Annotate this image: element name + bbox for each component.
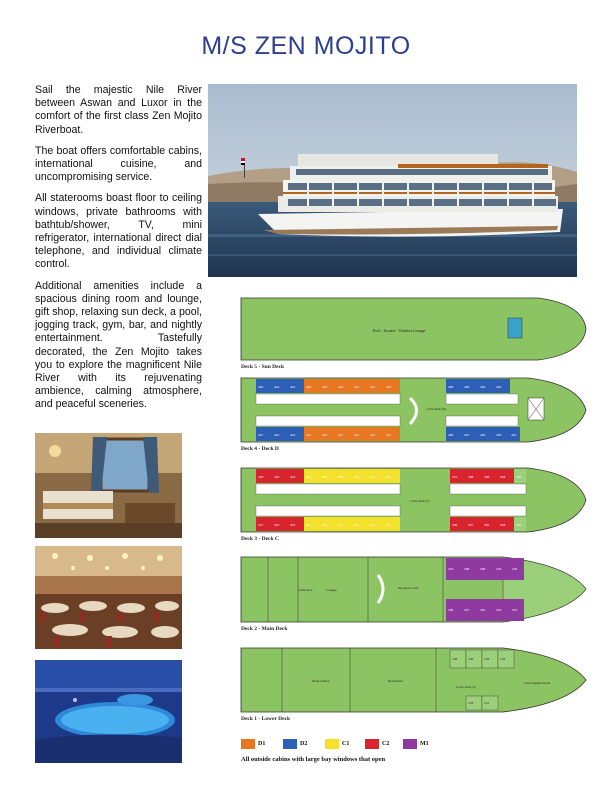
legend-code-c1: C1 bbox=[342, 740, 350, 747]
cabin-number: 323 bbox=[290, 523, 296, 527]
cabin-number: 309 bbox=[452, 523, 458, 527]
cabin-number: 414 bbox=[354, 385, 360, 389]
cabin-number: 408 bbox=[448, 385, 454, 389]
cabin-number: 307 bbox=[468, 523, 474, 527]
paragraph-intro: Sail the majestic Nile River between Aswan and Luxor in the comfort of the first class Zen Mojito Riverboat. bbox=[35, 84, 202, 136]
cabin-number: 322 bbox=[306, 475, 312, 479]
cabin-note: All outside cabins with large bay windows that open bbox=[241, 756, 386, 763]
deck-4-label: Deck 4 - Deck D bbox=[241, 446, 279, 452]
cabin-number: 301 bbox=[516, 523, 522, 527]
cabin-number: 319 bbox=[322, 523, 328, 527]
cabin-number: 310 bbox=[452, 475, 458, 479]
deck-5-area: Pool - Jacuzzi - Outdoor Lounge bbox=[373, 328, 426, 333]
cabin-number: 409 bbox=[448, 433, 454, 437]
legend-swatch-m1 bbox=[403, 739, 417, 749]
cabin-number: 315 bbox=[354, 523, 360, 527]
legend-item-d1 bbox=[241, 735, 265, 747]
deck-3-lobby: Lobby Deck (C) bbox=[410, 499, 430, 503]
cabin-number: 208 bbox=[464, 567, 470, 571]
legend-swatch-d1 bbox=[241, 739, 255, 749]
cabin-number: 317 bbox=[338, 523, 344, 527]
cabin-number: 427 bbox=[258, 433, 264, 437]
legend-item-d2 bbox=[283, 735, 307, 747]
deck-4-plan bbox=[238, 376, 588, 444]
cabin-number: 325 bbox=[274, 523, 280, 527]
cabin-number: 305 bbox=[484, 523, 490, 527]
cabin-number: 103 bbox=[468, 701, 474, 705]
cabin-number: 316 bbox=[354, 475, 360, 479]
cabin-number: 104 bbox=[484, 657, 490, 661]
paragraph-staterooms: All staterooms boast floor to ceiling windows, private bathrooms with bathtub/shower, TV, mini refrigerator, international direct dial telephone, and individual climate control. bbox=[35, 192, 202, 271]
deck-2-plan bbox=[238, 555, 588, 624]
cabin-number: 410 bbox=[386, 385, 392, 389]
deck-2-area-lounge: Lounge bbox=[326, 588, 337, 592]
cabin-number: 405 bbox=[480, 433, 486, 437]
paragraph-amenities: Additional amenities include a spacious dining room and lounge, gift shop, relaxing sun deck, a pool, jogging track, gym, bar, and nightly entertainment. Tastefully decorated, the Zen Mojito takes you to explore the magnificent Nile River with its rejuvenating ambience, calming atmosphere, and peaceful sceneries. bbox=[35, 279, 202, 411]
cabin-number: 108 bbox=[452, 657, 458, 661]
deck-5-plan bbox=[238, 296, 588, 362]
legend-item-c1 bbox=[325, 735, 349, 747]
description bbox=[35, 84, 202, 420]
deck-1-area-restaurant: Restaurant bbox=[388, 679, 403, 683]
cabin-number: 201 bbox=[512, 608, 518, 612]
cabin-number: 320 bbox=[322, 475, 328, 479]
cabin-number: 422 bbox=[290, 385, 296, 389]
cabin-number: 303 bbox=[500, 523, 506, 527]
cabin-number: 207 bbox=[464, 608, 470, 612]
cabin-number: 314 bbox=[370, 475, 376, 479]
legend-swatch-d2 bbox=[283, 739, 297, 749]
cabin-number: 411 bbox=[386, 433, 392, 437]
legend-code-m1: M1 bbox=[420, 740, 429, 747]
cabin-number: 312 bbox=[386, 475, 392, 479]
cabin-number: 102 bbox=[500, 657, 506, 661]
deck-1-label: Deck 1 - Lower Deck bbox=[241, 716, 291, 722]
cabin-legend bbox=[241, 735, 541, 749]
legend-swatch-c1 bbox=[325, 739, 339, 749]
deck-3-plan bbox=[238, 466, 588, 534]
cabin-number: 205 bbox=[480, 608, 486, 612]
deck-2-label: Deck 2 - Main Deck bbox=[241, 626, 288, 632]
cabin-number: 106 bbox=[468, 657, 474, 661]
cabin-number: 412 bbox=[370, 385, 376, 389]
cabin-number: 328 bbox=[258, 475, 264, 479]
cabin-photo bbox=[35, 433, 182, 538]
cabin-number: 421 bbox=[306, 433, 312, 437]
cabin-number: 308 bbox=[468, 475, 474, 479]
deck-2-area-staff: Stuff Area bbox=[298, 588, 313, 592]
cabin-number: 326 bbox=[274, 475, 280, 479]
pool-photo bbox=[35, 660, 182, 763]
cabin-number: 327 bbox=[258, 523, 264, 527]
cabin-number: 402 bbox=[496, 385, 502, 389]
cabin-number: 311 bbox=[386, 523, 392, 527]
deck-1-area-galley: Main Galley bbox=[312, 679, 330, 683]
cabin-number: 210 bbox=[448, 567, 454, 571]
dining-room-photo bbox=[35, 546, 182, 649]
cabin-number: 204 bbox=[496, 567, 502, 571]
deck-1-area-lobby: Lobby Deck (A) bbox=[456, 685, 476, 689]
deck-3-label: Deck 3 - Deck C bbox=[241, 536, 279, 542]
deck-1-area-crew: Crew Engineer Room bbox=[524, 681, 551, 685]
ship-photo bbox=[208, 84, 577, 277]
cabin-number: 313 bbox=[370, 523, 376, 527]
deck-1-plan bbox=[238, 646, 588, 714]
cabin-number: 416 bbox=[338, 385, 344, 389]
cabin-number: 426 bbox=[258, 385, 264, 389]
cabin-number: 318 bbox=[338, 475, 344, 479]
cabin-number: 415 bbox=[354, 433, 360, 437]
cabin-number: 321 bbox=[306, 523, 312, 527]
cabin-number: 418 bbox=[322, 385, 328, 389]
page-title: M/S ZEN MOJITO bbox=[201, 32, 411, 60]
legend-item-c2 bbox=[365, 735, 389, 747]
cabin-number: 206 bbox=[480, 567, 486, 571]
paragraph-service: The boat offers comfortable cabins, international cuisine, and uncompromising service. bbox=[35, 144, 202, 184]
cabin-number: 404 bbox=[480, 385, 486, 389]
cabin-number: 302 bbox=[516, 475, 522, 479]
cabin-number: 420 bbox=[306, 385, 312, 389]
cabin-number: 203 bbox=[496, 608, 502, 612]
cabin-number: 407 bbox=[464, 433, 470, 437]
legend-code-d2: D2 bbox=[300, 740, 308, 747]
cabin-number: 413 bbox=[370, 433, 376, 437]
cabin-number: 424 bbox=[274, 385, 280, 389]
cabin-number: 423 bbox=[290, 433, 296, 437]
cabin-number: 417 bbox=[338, 433, 344, 437]
legend-code-c2: C2 bbox=[382, 740, 390, 747]
cabin-number: 403 bbox=[496, 433, 502, 437]
cabin-number: 401 bbox=[511, 433, 517, 437]
cabin-number: 304 bbox=[500, 475, 506, 479]
cabin-number: 209 bbox=[448, 608, 454, 612]
deck-4-lobby: Lobby Deck (D) bbox=[426, 407, 446, 411]
legend-code-d1: D1 bbox=[258, 740, 266, 747]
cabin-number: 101 bbox=[484, 701, 490, 705]
cabin-number: 406 bbox=[464, 385, 470, 389]
cabin-number: 419 bbox=[322, 433, 328, 437]
cabin-number: 202 bbox=[512, 567, 518, 571]
deck-5-label: Deck 5 - Sun Deck bbox=[241, 364, 285, 370]
cabin-number: 425 bbox=[274, 433, 280, 437]
deck-2-area-reception: Reception Lobby bbox=[398, 586, 419, 590]
legend-swatch-c2 bbox=[365, 739, 379, 749]
cabin-number: 324 bbox=[290, 475, 296, 479]
cabin-number: 306 bbox=[484, 475, 490, 479]
legend-item-m1 bbox=[403, 735, 429, 747]
